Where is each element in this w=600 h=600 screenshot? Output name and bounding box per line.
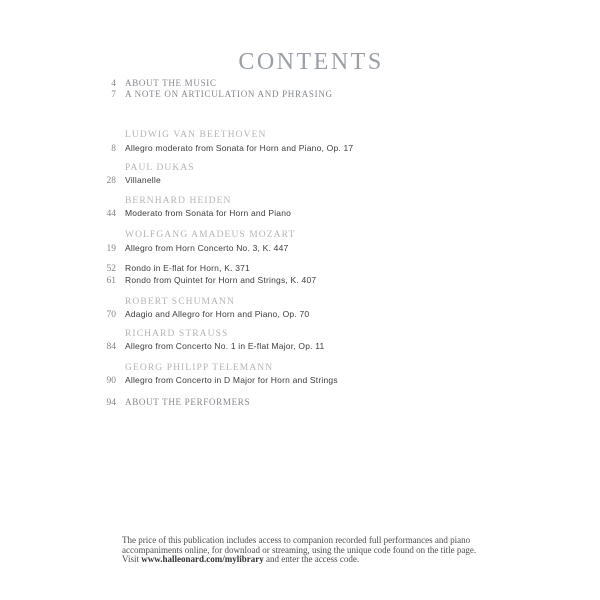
page-number: 7: [111, 90, 116, 100]
page-number: 84: [106, 342, 116, 352]
composer-heading: LUDWIG VAN BEETHOVEN: [125, 130, 267, 140]
toc-row-piece: [88, 274, 316, 286]
page-number: 52: [106, 264, 116, 274]
piece-title: Allegro moderato from Sonata for Horn and Piano, Op. 17: [125, 143, 354, 153]
page-number: 44: [106, 209, 116, 219]
page-number: 94: [106, 398, 116, 408]
access-code-note: [122, 536, 476, 565]
toc-row-piece: [88, 340, 324, 352]
visit-text: Visit: [122, 554, 142, 565]
toc-row-piece: [88, 207, 291, 219]
piece-title: Moderato from Sonata for Horn and Piano: [125, 208, 292, 218]
page-number: 61: [106, 276, 116, 286]
access-code-text: and enter the access code.: [263, 554, 360, 565]
page-number: 70: [106, 310, 116, 320]
piece-title: Adagio and Allegro for Horn and Piano, Op. 70: [125, 309, 310, 319]
toc-entry-label: ABOUT THE MUSIC: [125, 78, 217, 88]
composer-heading: RICHARD STRAUSS: [125, 329, 229, 339]
composer-heading: WOLFGANG AMADEUS MOZART: [125, 230, 296, 240]
page-number: 19: [106, 244, 116, 254]
toc-row-piece: [88, 262, 250, 274]
toc-row-piece: [88, 308, 309, 320]
access-code-note-line1: The price of this publication includes access to companion recorded full performances and piano: [122, 535, 471, 545]
page-number: 28: [106, 176, 116, 186]
access-code-note-line2: accompaniments online, for download or streaming, using the unique code found on the title page.: [122, 544, 477, 555]
composer-heading: ROBERT SCHUMANN: [125, 297, 235, 307]
page-number: 90: [106, 376, 116, 386]
toc-row-about-the-performers: [88, 396, 250, 408]
composer-heading: PAUL DUKAS: [125, 163, 195, 173]
composer-heading: BERNHARD HEIDEN: [125, 196, 232, 206]
piece-title: Allegro from Horn Concerto No. 3, K. 447: [125, 243, 289, 253]
toc-row-piece: [88, 242, 288, 254]
piece-title: Allegro from Concerto in D Major for Horn and Strings: [125, 375, 338, 385]
toc-row-articulation-note: [88, 88, 333, 100]
toc-row-piece: [88, 142, 353, 154]
piece-title: Allegro from Concerto No. 1 in E-flat Major, Op. 11: [125, 341, 325, 351]
page-title: CONTENTS: [238, 49, 384, 76]
piece-title: Rondo in E-flat for Horn, K. 371: [125, 263, 250, 273]
piece-title: Rondo from Quintet for Horn and Strings, K. 407: [125, 275, 317, 285]
page-number: 8: [111, 144, 116, 154]
page-number: 4: [111, 79, 116, 89]
composer-heading: GEORG PHILIPP TELEMANN: [125, 363, 274, 373]
library-url-text: www.halleonard.com/mylibrary: [141, 554, 264, 565]
toc-entry-label: ABOUT THE PERFORMERS: [125, 397, 251, 407]
toc-row-piece: [88, 174, 161, 186]
piece-title: Villanelle: [125, 175, 161, 185]
toc-row-piece: [88, 374, 338, 386]
toc-entry-label: A NOTE ON ARTICULATION AND PHRASING: [125, 89, 333, 99]
access-code-note-line3: [122, 555, 476, 565]
